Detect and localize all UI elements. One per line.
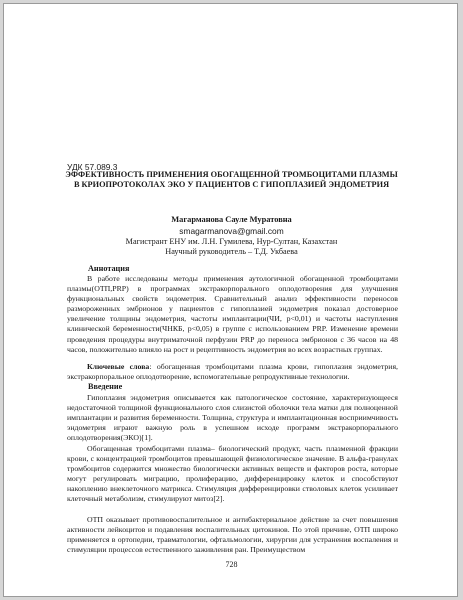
- intro-paragraph-1: Гипоплазия эндометрия описывается как патологическое состояние, характеризующееся недостаточной толщиной функционального слоя слизистой оболочки тела матки для полноценной имплантации и развития беременности. Толщина, структура и имплантационная восприимчивость эндометрия играют важную роль в успешном исходе программ экстракорпорального оплодотворения(ЭКО)[1].: [67, 393, 398, 443]
- author-email: smagarmanova@gmail.com: [179, 226, 284, 236]
- keywords-label: Ключевые слова: [87, 362, 150, 371]
- intro-paragraph-3: ОТП оказывает противовоспалительное и антибактериальное действие за счет повышения активности лейкоцитов и подавления воспалительных цитокинов. По этой причине, ОТП широко применяется в ортопедии, травматологии, офтальмологии, хирургии для устранения воспаления и стимуляции процессов естественного заживления ран. Преимуществом: [67, 515, 398, 555]
- keywords-text: : обогащенная тромбоцитами плазма крови, гипоплазия эндометрия, экстракорпоральное оплодотворение, вспомогательные репродуктивные технологии.: [67, 362, 398, 382]
- abstract-heading: Аннотация: [88, 264, 130, 273]
- supervisor-line: Научный руководитель – Т.Д. Укбаева: [165, 247, 298, 256]
- author-affiliation: Магистрант ЕНУ им. Л.Н. Гумилева, Нур-Султан, Казахстан: [125, 237, 338, 246]
- udk-code: УДК 57.089.3: [67, 162, 118, 172]
- article-title: ЭФФЕКТИВНОСТЬ ПРИМЕНЕНИЯ ОБОГАЩЕННОЙ ТРОМБОЦИТАМИ ПЛАЗМЫ В КРИОПРОТОКОЛАХ ЭКО У ПАЦИЕНТОВ С ГИПОПЛАЗИЕЙ ЭНДОМЕТРИЯ: [65, 170, 398, 189]
- intro-heading: Введение: [88, 382, 123, 391]
- author-name: Магарманова Сауле Муратовна: [171, 215, 292, 224]
- document-page: [3, 3, 458, 597]
- keywords-paragraph: [67, 362, 398, 382]
- intro-paragraph-2: Обогащенная тромбоцитами плазма– биологический продукт, часть плазменной фракции крови, с концентрацией тромбоцитов превышающей физиологическое значение. В альфа-гранулах тромбоцитов содержится множество биологически активных веществ и факторов роста, которые могут регулировать миграцию, пролиферацию, дифференцировку клеток и способствуют накоплению внеклеточного матрикса. Стимуляция дифференцировки стволовых клеток усиливает клеточный метаболизм, стимулируют митоз[2].: [67, 444, 398, 504]
- abstract-paragraph: В работе исследованы методы применения аутологичной обогащенной тромбоцитами плазмы(ОТП,PRP) в программах экстракорпорального оплодотворения для улучшения функциональных свойств эндометрия. Сравнительный анализ эффективности переносов размороженных эмбрионов у пациентов с гипоплазией эндометрия показал достоверное увеличение толщины эндометрия, частоты имплантации(ЧИ, p<0,01) и частоты наступления клинической беременности(ЧНКБ, p<0,05) в группе с использованием PRP. Изменение времени проведения процедуры внутриматочной перфузии PRP до переноса эмбрионов с 36 часов на 48 часов, положительно влияло на рост и рецептивность эндометрия во всех возрастных группах.: [67, 274, 398, 354]
- page-number: 728: [225, 560, 238, 569]
